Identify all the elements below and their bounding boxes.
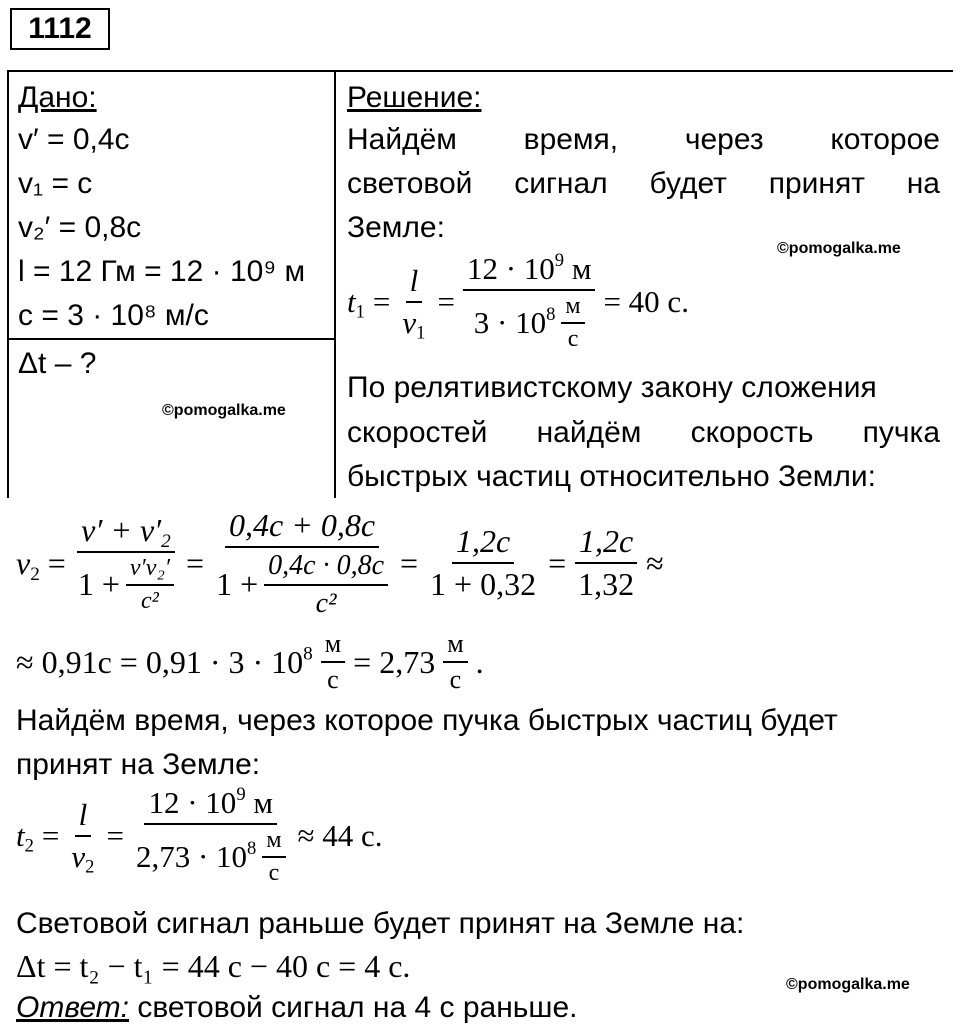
solution-p3-line2: принят на Земле:	[16, 748, 261, 781]
val-num: 12 · 10	[466, 251, 555, 286]
solution-p2-line2	[347, 415, 940, 451]
table-top-border	[7, 70, 953, 72]
f1-den-a: 1 +	[77, 566, 120, 602]
frac-num: l	[406, 263, 423, 303]
word: будет	[649, 167, 727, 200]
solution-heading: Решение:	[347, 81, 482, 114]
word: найдём	[536, 416, 642, 449]
frac-den-sub: 1	[416, 322, 426, 344]
f2-num: 0,4c + 0,8c	[225, 507, 379, 548]
f3-den: 1 + 0,32	[430, 566, 537, 602]
v2-sub: 2	[30, 563, 40, 585]
word: скорость	[690, 416, 814, 449]
answer-text: световой сигнал на 4 с раньше.	[129, 991, 578, 1024]
given-line-3: v₂′ = 0,8c	[18, 211, 142, 244]
equation-v2: $v_2$ = $v' + v'_2$ 1 + $\frac{\text{v′v₂′}}{\text{c²}}$ = 0,4c + 0,8c 1 + $\frac{0,4c \cdot 0,8c}{\text{c²}}$ = $\frac{1,2c}{1 + 0,32}$ = $\frac{1,2c}{1,32}$ ≈	[16, 506, 664, 619]
answer-label: Ответ:	[16, 991, 129, 1024]
given-find-divider	[7, 338, 336, 340]
val-den: 2,73 · 10	[135, 839, 248, 874]
f1-den-den: c²	[141, 587, 159, 614]
word: Найдём	[347, 123, 457, 156]
word: сигнал	[514, 167, 608, 200]
t1-symbol: t	[347, 284, 356, 319]
watermark-2: ©pomogalka.me	[777, 240, 901, 257]
v2l2-unit-num: м	[321, 629, 345, 663]
val-den: 3 · 10	[473, 305, 547, 340]
equation-dt: Δt = t₂ − t₁ = 44 с − 40 с = 4 с.	[16, 948, 411, 984]
given-line-1: v′ = 0,4c	[18, 123, 130, 156]
f3-num: 1,2c	[452, 523, 514, 564]
given-line-5: c = 3 · 10⁸ м/с	[18, 299, 209, 332]
solution-p4-line1: Световой сигнал раньше будет принят на Земле на:	[16, 907, 745, 940]
given-line-2: v₁ = c	[18, 167, 93, 200]
val-num-unit: м	[253, 785, 273, 820]
answer-line	[16, 990, 577, 1026]
v2-frac-2	[212, 507, 392, 620]
f1-num-sub: 2	[161, 530, 171, 552]
solution-p2-line3: быстрых частиц относительно Земли:	[347, 460, 877, 493]
table-divider	[334, 70, 336, 498]
v2l2-exp: 8	[303, 643, 313, 665]
f1-num: v′ + v′	[81, 511, 162, 548]
given-heading: Дано:	[18, 81, 97, 114]
word: через	[684, 123, 764, 156]
v2l2-unit2-den: с	[449, 665, 462, 694]
t1-frac-values	[463, 251, 596, 353]
f2-den-den: c²	[315, 587, 337, 619]
v2l2-part1: ≈ 0,91c = 0,91 · 3 · 10	[16, 643, 304, 680]
t1-result: = 40 с.	[603, 284, 689, 319]
word: световой	[347, 167, 473, 200]
v2-frac-4	[574, 523, 638, 603]
word: скоростей	[347, 416, 488, 449]
f2-den-a: 1 +	[216, 566, 259, 602]
word: пучка	[862, 416, 940, 449]
problem-number: 1112	[10, 8, 110, 50]
t2-sub: 2	[24, 835, 34, 857]
word: которое	[830, 123, 940, 156]
solution-p1-line2	[347, 166, 940, 202]
watermark-3: ©pomogalka.me	[786, 976, 910, 993]
word: принят	[768, 167, 865, 200]
val-num: 12 · 10	[148, 785, 237, 820]
f4-num: 1,2c	[575, 523, 637, 564]
f4-den: 1,32	[578, 566, 635, 602]
word: на	[906, 167, 940, 200]
solution-p1-line3: Земле:	[347, 211, 445, 244]
f1-den-num: v′v₂′	[126, 555, 174, 586]
frac-den: v	[402, 305, 417, 340]
given-line-4: l = 12 Гм = 12 · 10⁹ м	[18, 255, 306, 288]
t2-frac-values	[132, 785, 290, 887]
find-line: Δt – ?	[18, 347, 97, 380]
t2-result: ≈ 44 с.	[297, 818, 383, 853]
v2-frac-3	[426, 523, 540, 603]
t2-frac-symbolic	[67, 797, 98, 878]
unit-den: с	[567, 326, 579, 352]
v2-symbol: v	[16, 544, 31, 581]
equation-t2: $t_2$ = $\frac{l}{v_2}$ = $12 \cdot 10^9$ м $2,73 \cdot 10^8$ $\frac{м}{с}$ ≈ 44 с.	[16, 783, 383, 886]
equation-t1: $t_1$ = $\frac{l}{v_1}$ = $12 \cdot 10^9$ м $3 \cdot 10^8$ $\frac{м}{с}$ = 40 с.	[347, 249, 689, 352]
word: время,	[523, 123, 619, 156]
solution-p1-line1	[347, 122, 940, 158]
v2l2-unit2-num: м	[443, 629, 467, 663]
val-den-exp: 8	[546, 303, 556, 325]
val-den-exp: 8	[247, 837, 257, 859]
t2-symbol: t	[16, 818, 25, 853]
v2l2-unit-den: с	[327, 665, 339, 694]
equation-v2-line2	[16, 624, 484, 700]
approx-sign: ≈	[646, 544, 664, 581]
frac-den: v	[71, 839, 86, 874]
frac-den-sub: 2	[85, 856, 95, 878]
frac-num: l	[75, 797, 92, 837]
val-num-exp: 9	[236, 783, 246, 805]
table-left-border	[7, 70, 9, 498]
t1-frac-symbolic	[398, 263, 429, 344]
f2-den-num: 0,4c · 0,8c	[264, 550, 388, 586]
t1-sub: 1	[355, 301, 365, 323]
solution-p3-line1: Найдём время, через которое пучка быстрых частиц будет	[16, 704, 838, 737]
unit-num: м	[262, 827, 285, 858]
solution-p2-line1: По релятивистскому закону сложения	[347, 371, 877, 404]
val-num-exp: 9	[554, 249, 565, 271]
v2-frac-1	[74, 512, 178, 615]
watermark-1: ©pomogalka.me	[162, 402, 286, 419]
unit-num: м	[561, 293, 584, 324]
v2l2-mid: = 2,73	[353, 643, 436, 680]
unit-den: с	[268, 860, 280, 886]
v2l2-end: .	[475, 643, 484, 680]
val-num-unit: м	[571, 251, 592, 286]
